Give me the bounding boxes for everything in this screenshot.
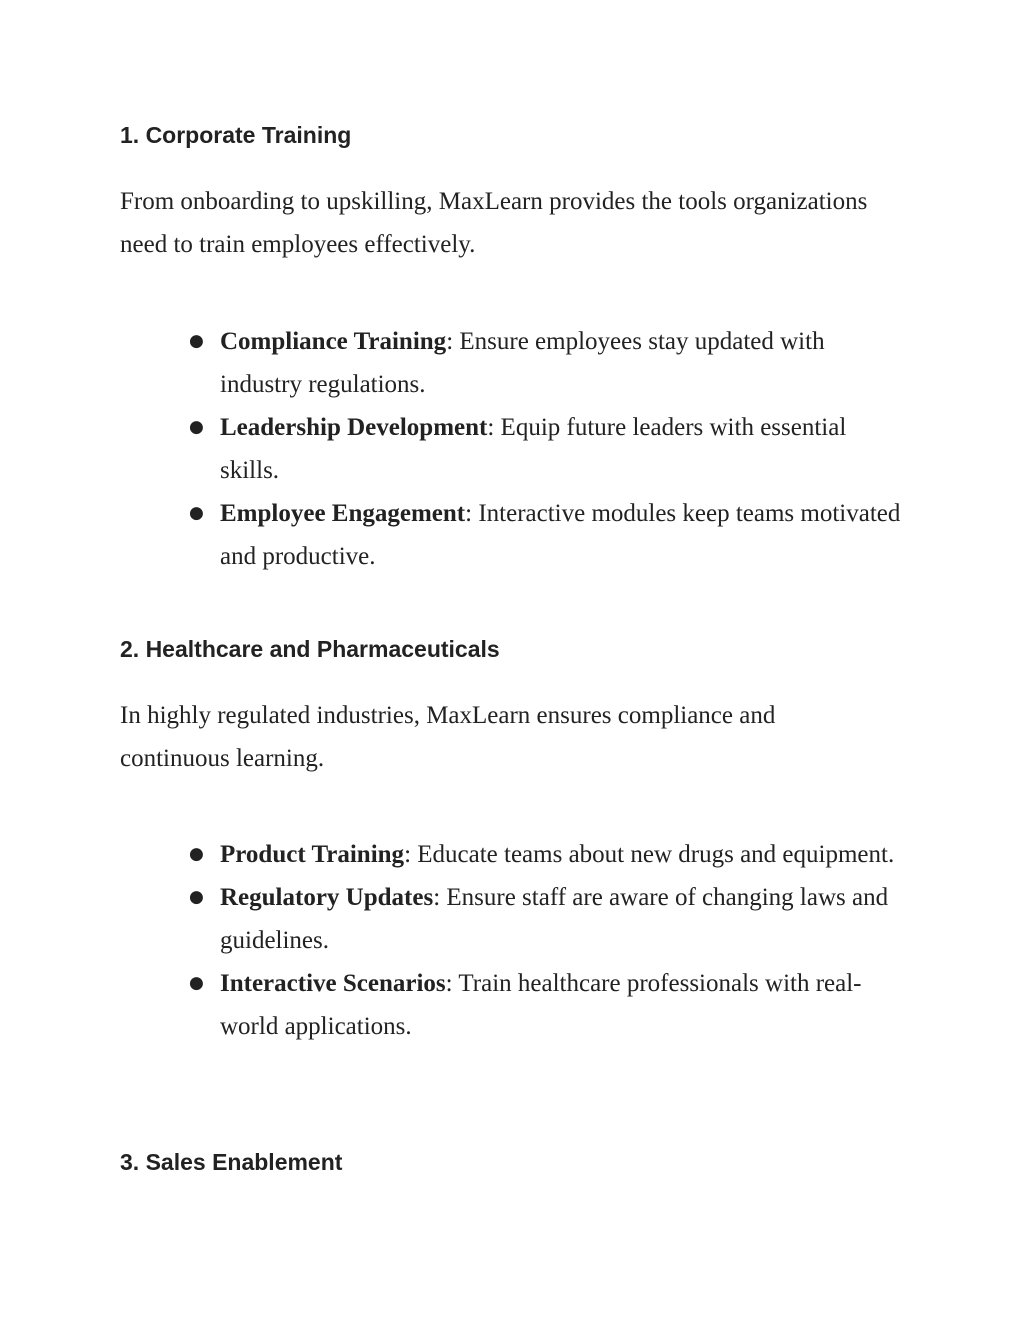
bullet-icon: ● [189,973,204,993]
section-intro: In highly regulated industries, MaxLearn ensures compliance and continuous learning. [120,702,776,772]
bullet-list [0,833,910,1048]
list-item [189,876,910,962]
list-item [189,492,910,578]
list-item-text: : Train healthcare professionals with real-world applications. [220,970,862,1040]
list-item-text: : Interactive modules keep teams motivated and productive. [220,500,901,570]
list-item-text: : Equip future leaders with essential skills. [220,414,847,484]
bullet-list [0,320,910,578]
list-item-term: Interactive Scenarios [220,970,446,997]
list-item [189,833,910,876]
list-item-text: : Ensure staff are aware of changing laws and guidelines. [220,884,889,954]
list-item-text: : Ensure employees stay updated with industry regulations. [220,328,825,398]
list-item-term: Employee Engagement [220,500,466,527]
bullet-icon: ● [189,503,204,523]
list-item [189,320,910,406]
section-heading: 1. Corporate Training [120,122,352,148]
section-intro: From onboarding to upskilling, MaxLearn provides the tools organizations need to train employees effectively. [120,188,868,258]
list-item-term: Leadership Development [220,414,488,441]
bullet-icon: ● [189,331,204,351]
list-item [189,962,910,1048]
list-item-term: Product Training [220,841,405,868]
list-item-term: Regulatory Updates [220,884,434,911]
list-item [189,406,910,492]
section-heading: 3. Sales Enablement [120,1149,343,1175]
list-item-term: Compliance Training [220,328,447,355]
bullet-icon: ● [189,844,204,864]
list-item-text: : Educate teams about new drugs and equipment. [404,841,895,868]
section-heading: 2. Healthcare and Pharmaceuticals [120,636,500,662]
bullet-icon: ● [189,417,204,437]
bullet-icon: ● [189,887,204,907]
